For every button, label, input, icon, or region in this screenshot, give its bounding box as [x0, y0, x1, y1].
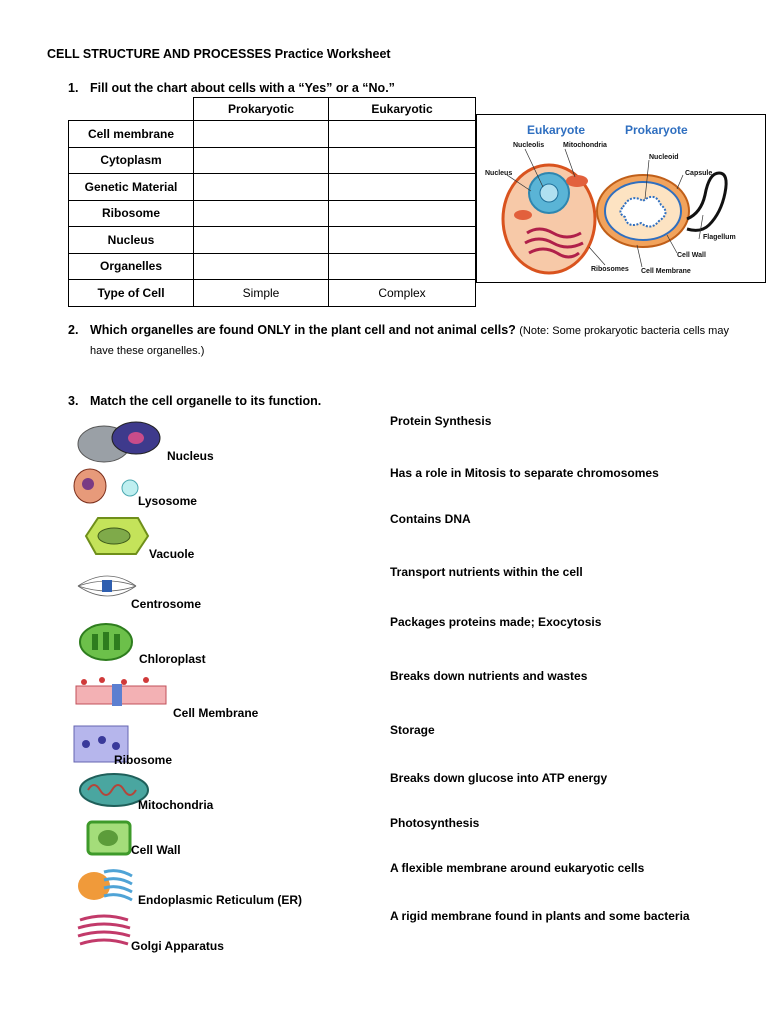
- row-label: Organelles: [69, 253, 194, 280]
- answer-cell-prokaryotic[interactable]: [194, 121, 329, 148]
- answer-cell-prokaryotic[interactable]: [194, 200, 329, 227]
- question-1-text: Fill out the chart about cells with a “Yes” or a “No.”: [90, 81, 395, 95]
- table-row: [69, 280, 476, 307]
- row-label: Cell membrane: [69, 121, 194, 148]
- answer-cell-eukaryotic[interactable]: [329, 174, 476, 201]
- organelle-label: Centrosome: [131, 597, 202, 611]
- answer-cell-prokaryotic[interactable]: [194, 174, 329, 201]
- label-mitochondria: Mitochondria: [563, 142, 607, 149]
- question-2-text: Which organelles are found ONLY in the plant cell and not animal cells?: [90, 323, 516, 337]
- worksheet-title: CELL STRUCTURE AND PROCESSES Practice Worksheet: [47, 47, 391, 61]
- function-item: Has a role in Mitosis to separate chromosomes: [390, 466, 659, 480]
- function-item: Photosynthesis: [390, 816, 480, 830]
- answer-cell-eukaryotic[interactable]: [329, 200, 476, 227]
- function-item: A rigid membrane found in plants and some bacteria: [390, 909, 690, 923]
- label-nucleolis: Nucleolis: [513, 142, 545, 149]
- question-2: [68, 323, 729, 337]
- function-item: A flexible membrane around eukaryotic cells: [390, 861, 645, 875]
- organelle-label: Ribosome: [114, 753, 173, 767]
- function-item: Breaks down nutrients and wastes: [390, 669, 588, 683]
- function-item: Contains DNA: [390, 512, 471, 526]
- function-item: Packages proteins made; Exocytosis: [390, 615, 602, 629]
- question-1-number: 1.: [68, 81, 79, 95]
- nucleus-illustration: [74, 418, 166, 466]
- answer-cell-prokaryotic[interactable]: [194, 147, 329, 174]
- answer-cell-prokaryotic[interactable]: [194, 227, 329, 254]
- row-label: Cytoplasm: [69, 147, 194, 174]
- question-2-note: (Note: Some prokaryotic bacteria cells may: [519, 325, 729, 337]
- header-prokaryotic: Prokaryotic: [194, 98, 329, 121]
- header-eukaryotic: Eukaryotic: [329, 98, 476, 121]
- chloroplast-illustration: [76, 614, 140, 664]
- question-1: [68, 81, 395, 95]
- vacuole-illustration: [80, 514, 150, 558]
- label-cell-wall: Cell Wall: [677, 252, 706, 259]
- function-item: Storage: [390, 723, 435, 737]
- organelle-label: Mitochondria: [138, 798, 214, 812]
- table-corner: [69, 98, 194, 121]
- er-illustration: [74, 862, 140, 906]
- answer-cell-prokaryotic[interactable]: [194, 253, 329, 280]
- lysosome-illustration: [72, 466, 142, 506]
- question-3: [68, 394, 321, 408]
- organelle-label: Nucleus: [167, 449, 214, 463]
- diagram-title-prokaryote: Prokaryote: [625, 123, 688, 137]
- label-nucleus: Nucleus: [485, 170, 513, 177]
- function-item: Breaks down glucose into ATP energy: [390, 771, 608, 785]
- table-header-row: [69, 98, 476, 121]
- answer-cell-eukaryotic[interactable]: [329, 121, 476, 148]
- organelle-label: Endoplasmic Reticulum (ER): [138, 893, 303, 907]
- flagellum: [687, 173, 726, 230]
- table-row: [69, 253, 476, 280]
- cell-membrane-illustration: [72, 668, 172, 720]
- table-row: [69, 147, 476, 174]
- nucleoid: [620, 197, 665, 227]
- cell-comparison-diagram: [476, 114, 766, 283]
- cell-comparison-table: [68, 97, 476, 307]
- answer-cell-eukaryotic[interactable]: [329, 147, 476, 174]
- function-item: Transport nutrients within the cell: [390, 565, 583, 579]
- label-flagellum: Flagellum: [703, 234, 736, 241]
- table-row: [69, 174, 476, 201]
- organelle-label: Vacuole: [149, 547, 195, 561]
- organelle-label: Cell Wall: [131, 843, 181, 857]
- mitochondrion: [514, 210, 532, 220]
- question-3-number: 3.: [68, 394, 79, 408]
- answer-cell-eukaryotic[interactable]: [329, 227, 476, 254]
- diagram-title-eukaryote: Eukaryote: [527, 123, 586, 137]
- function-item: Protein Synthesis: [390, 414, 492, 428]
- organelle-label: Lysosome: [138, 494, 197, 508]
- table-row: [69, 227, 476, 254]
- row-label: Genetic Material: [69, 174, 194, 201]
- table-row: [69, 121, 476, 148]
- label-nucleoid: Nucleoid: [649, 154, 679, 161]
- cell-wall-illustration: [74, 816, 134, 856]
- question-2-number: 2.: [68, 323, 79, 337]
- question-2-note-continued: have these organelles.): [90, 345, 205, 357]
- row-label: Nucleus: [69, 227, 194, 254]
- cell-type-eukaryotic: Complex: [329, 280, 476, 307]
- organelle-label: Chloroplast: [139, 652, 206, 666]
- table-row: [69, 200, 476, 227]
- golgi-illustration: [74, 910, 134, 950]
- question-3-text: Match the cell organelle to its function.: [90, 394, 322, 408]
- row-label: Ribosome: [69, 200, 194, 227]
- row-label: Type of Cell: [69, 280, 194, 307]
- label-cell-membrane: Cell Membrane: [641, 268, 691, 275]
- label-ribosomes: Ribosomes: [591, 266, 629, 273]
- cell-type-prokaryotic: Simple: [194, 280, 329, 307]
- organelle-label: Cell Membrane: [173, 706, 259, 720]
- organelle-label: Golgi Apparatus: [131, 939, 224, 953]
- answer-cell-eukaryotic[interactable]: [329, 253, 476, 280]
- label-capsule: Capsule: [685, 170, 713, 177]
- mitochondrion: [566, 175, 588, 187]
